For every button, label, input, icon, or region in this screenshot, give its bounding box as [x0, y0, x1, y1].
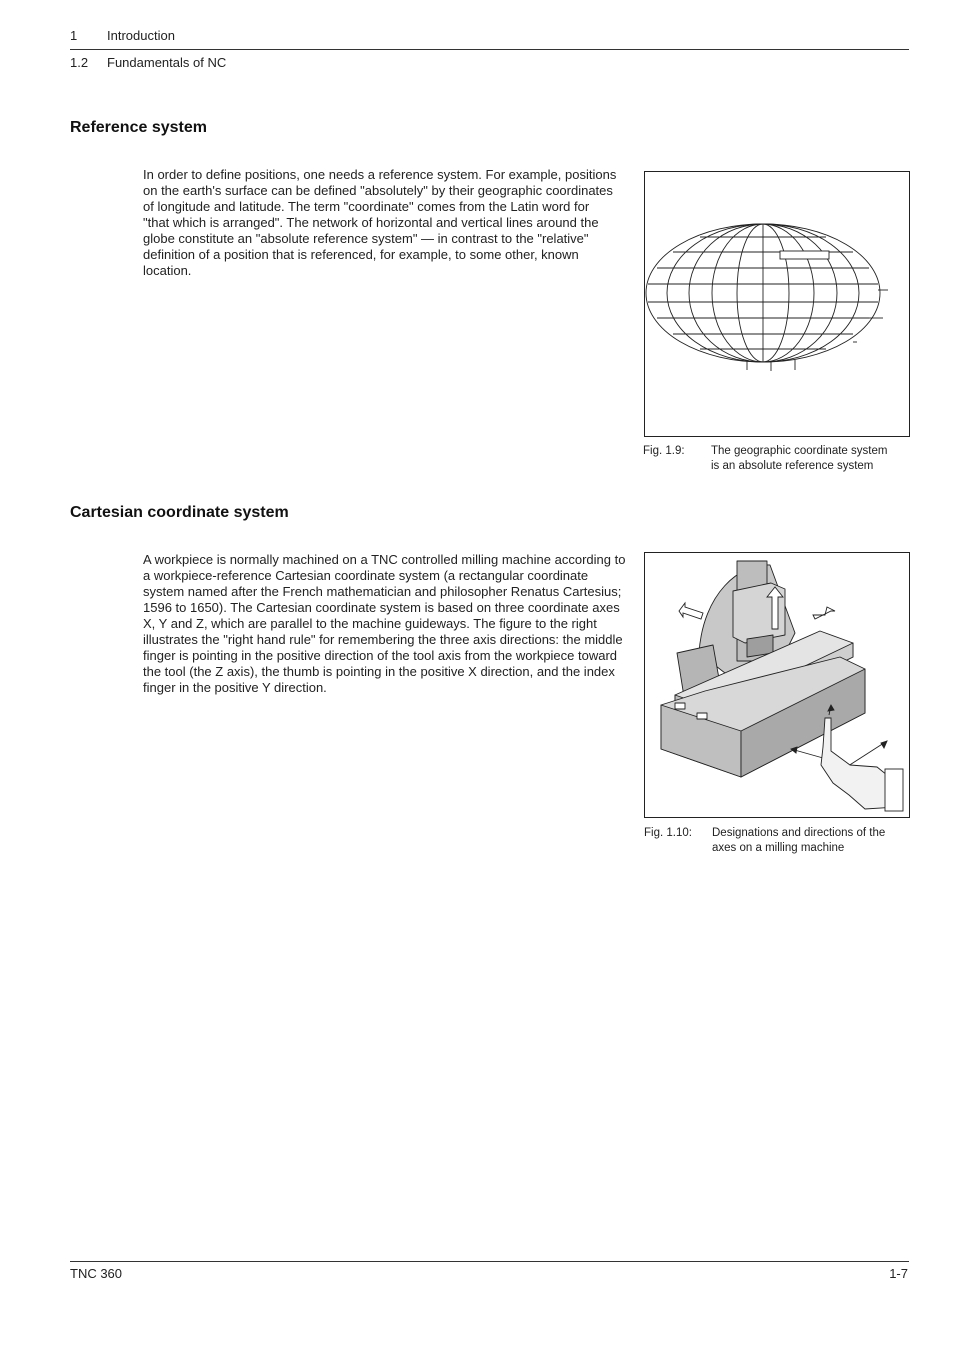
figure-caption-1-10 — [644, 826, 914, 858]
figure-number: Fig. 1.9: — [643, 445, 685, 457]
chapter-title: Introduction — [107, 28, 175, 43]
figure-milling-machine — [644, 552, 910, 818]
header-rule — [70, 49, 909, 50]
section-number: 1.2 — [70, 55, 89, 70]
figure-caption-1-9 — [643, 444, 913, 476]
running-header-section — [70, 55, 226, 70]
globe-grid-illustration — [645, 172, 909, 436]
running-header-chapter — [70, 28, 175, 43]
figure-globe — [644, 171, 910, 437]
footer-page-number: 1-7 — [889, 1266, 908, 1281]
footer-rule — [70, 1261, 909, 1262]
paragraph-cartesian-coordinate-system: A workpiece is normally machined on a TNC controlled milling machine according to a workpiece-reference Cartesian coordinate system (a rectangular coordinate system named after the French mathematician and philosopher Renatus Cartesius; 1596 to 1650). The Cartesian coordinate system is based on three coordinate axes X, Y and Z, which are parallel to the machine guideways. The figure to the right illustrates the "right hand rule" for remembering the three axis directions: the middle finger is pointing in the positive direction of the tool axis from the workpiece toward the tool (the Z axis), the thumb is pointing in the positive X direction, and the index finger in the positive Y direction. — [143, 552, 626, 695]
figure-number: Fig. 1.10: — [644, 827, 692, 839]
section-title: Fundamentals of NC — [107, 55, 227, 70]
milling-machine-illustration — [645, 553, 909, 817]
figure-caption-text: The geographic coordinate system is an absolute reference system — [711, 445, 888, 472]
footer-manual-name: TNC 360 — [70, 1266, 123, 1281]
heading-cartesian-coordinate-system: Cartesian coordinate system — [70, 504, 289, 521]
heading-reference-system: Reference system — [70, 119, 207, 136]
figure-caption-text: Designations and directions of the axes on a milling machine — [712, 827, 886, 854]
chapter-number: 1 — [70, 28, 78, 43]
paragraph-reference-system: In order to define positions, one needs a reference system. For example, positions on the earth's surface can be defined "absolutely" by their geographic coordinates of longitude and latitude. The term "coordinate" comes from the Latin word for "that which is arranged". The network of horizontal and vertical lines around the globe constitute an "absolute reference system" — in contrast to the "relative" definition of a position that is referenced, for example, to some other, known location. — [143, 167, 617, 278]
